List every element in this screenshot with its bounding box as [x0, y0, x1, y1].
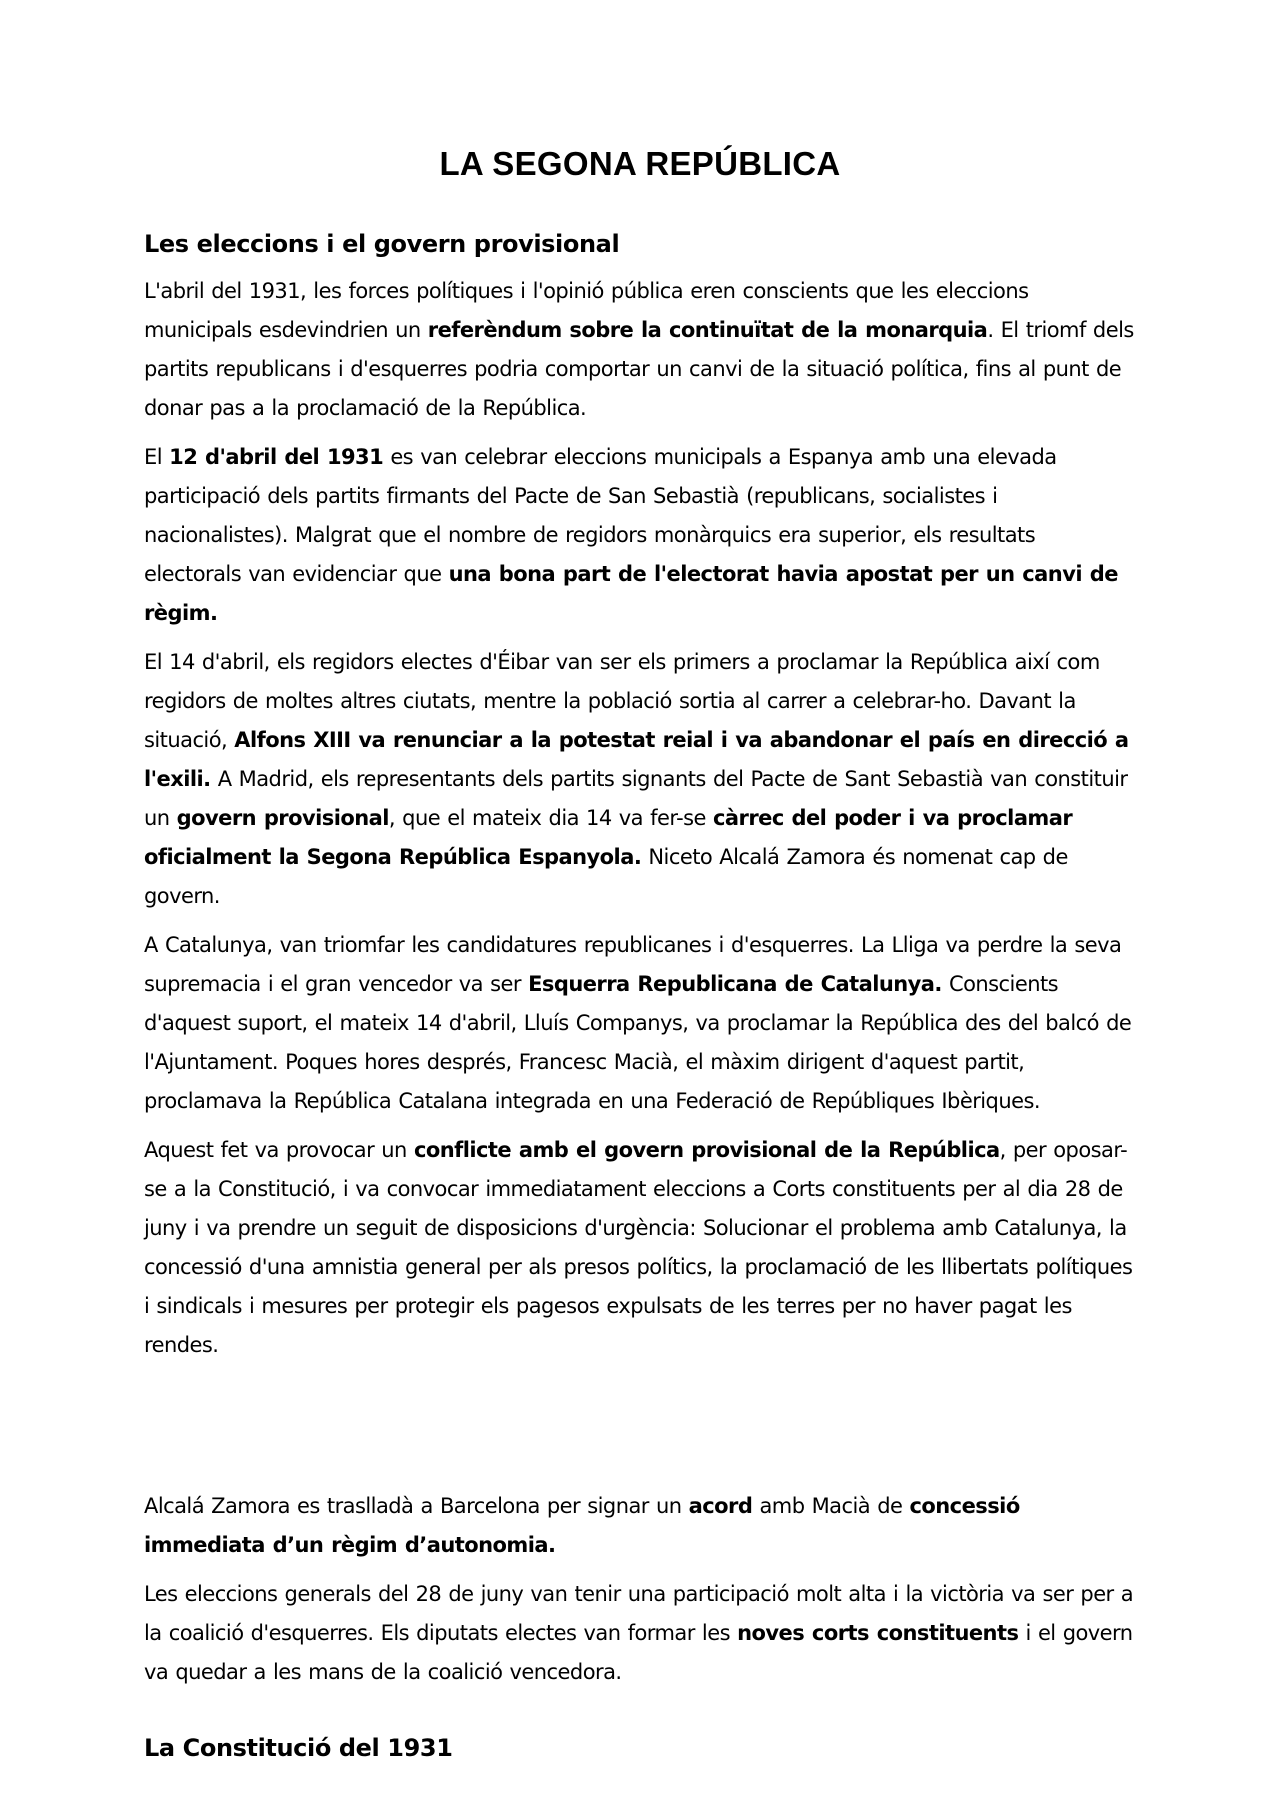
- paragraph-7: [144, 1575, 1134, 1692]
- text-run: El: [144, 445, 170, 469]
- bold-text: càrrec del poder i va proclamar oficialment la Segona República Espanyola.: [144, 806, 1073, 869]
- paragraph-3: [144, 643, 1134, 916]
- page-title: LA SEGONA REPÚBLICA: [439, 145, 841, 182]
- bold-text: govern provisional: [176, 806, 389, 830]
- section-heading-constitucio: La Constitució del 1931: [144, 1734, 453, 1762]
- text-run: amb Macià de: [752, 1494, 910, 1518]
- bold-text: una bona part de l'electorat havia apostat per un canvi de règim.: [144, 562, 1118, 625]
- blank-space: [144, 1375, 1134, 1487]
- bold-text: referèndum sobre la continuïtat de la monarquia: [427, 318, 988, 342]
- text-run: Les eleccions generals del 28 de juny van tenir una participació molt alta i la victòria va ser per a la coalició d'esquerres. Els diputats electes van formar les: [144, 1582, 1134, 1645]
- text-run: . El triomf dels partits republicans i d'esquerres podria comportar un canvi de la situació política, fins al punt de donar pas a la proclamació de la República.: [144, 318, 1134, 420]
- text-run: L'abril del 1931, les forces polítiques i l'opinió pública eren conscients que les eleccions municipals esdevindrien un: [144, 279, 1029, 342]
- text-run: El 14 d'abril, els regidors electes d'Éibar van ser els primers a proclamar la República així com regidors de moltes altres ciutats, mentre la població sortia al carrer a celebrar-ho. Davant la situació,: [144, 650, 1100, 752]
- paragraph-4: [144, 926, 1134, 1121]
- text-run: Aquest fet va provocar un: [144, 1138, 414, 1162]
- paragraph-1: [144, 272, 1134, 428]
- text-run: Alcalá Zamora es traslladà a Barcelona per signar un: [144, 1494, 689, 1518]
- bold-text: Alfons XIII va renunciar a la potestat reial i va abandonar el país en direcció a l'exili.: [144, 728, 1129, 791]
- text-run: es van celebrar eleccions municipals a Espanya amb una elevada participació dels partits firmants del Pacte de San Sebastià (republicans, socialistes i nacionalistes). Malgrat que el nombre de regidors monàrquics era superior, els resultats electorals van evidenciar que: [144, 445, 1057, 586]
- bold-text: Esquerra Republicana de Catalunya.: [528, 972, 942, 996]
- bold-text: conflicte amb el govern provisional de la República: [413, 1138, 1000, 1162]
- text-run: Niceto Alcalá Zamora és nomenat cap de govern.: [144, 845, 1068, 908]
- bold-text: concessió immediata d’un règim d’autonomia.: [144, 1494, 1020, 1557]
- text-run: i el govern va quedar a les mans de la coalició vencedora.: [144, 1621, 1133, 1684]
- section-heading-eleccions: Les eleccions i el govern provisional: [144, 230, 620, 258]
- text-run: , per oposar-se a la Constitució, i va convocar immediatament eleccions a Corts constituents per al dia 28 de juny i va prendre un seguit de disposicions d'urgència: Solucionar el problema amb Catalunya, la concessió d'una amnistia general per als presos polítics, la proclamació de les llibertats polítiques i sindicals i mesures per protegir els pagesos expulsats de les terres per no haver pagat les rendes.: [144, 1138, 1133, 1357]
- bold-text: noves corts constituents: [737, 1621, 1019, 1645]
- text-run: , que el mateix dia 14 va fer-se: [388, 806, 713, 830]
- paragraph-5: [144, 1131, 1134, 1365]
- paragraph-6: [144, 1487, 1134, 1565]
- paragraph-2: [144, 438, 1134, 633]
- bold-text: acord: [688, 1494, 753, 1518]
- document-body: [144, 226, 1134, 1776]
- text-run: A Catalunya, van triomfar les candidatures republicanes i d'esquerres. La Lliga va perdre la seva supremacia i el gran vencedor va ser: [144, 933, 1122, 996]
- text-run: Conscients d'aquest suport, el mateix 14 d'abril, Lluís Companys, va proclamar la República des del balcó de l'Ajuntament. Poques hores després, Francesc Macià, el màxim dirigent d'aquest partit, proclamava la República Catalana integrada en una Federació de Repúbliques Ibèriques.: [144, 972, 1132, 1113]
- bold-text: 12 d'abril del 1931: [169, 445, 384, 469]
- text-run: A Madrid, els representants dels partits signants del Pacte de Sant Sebastià van constituir un: [144, 767, 1128, 830]
